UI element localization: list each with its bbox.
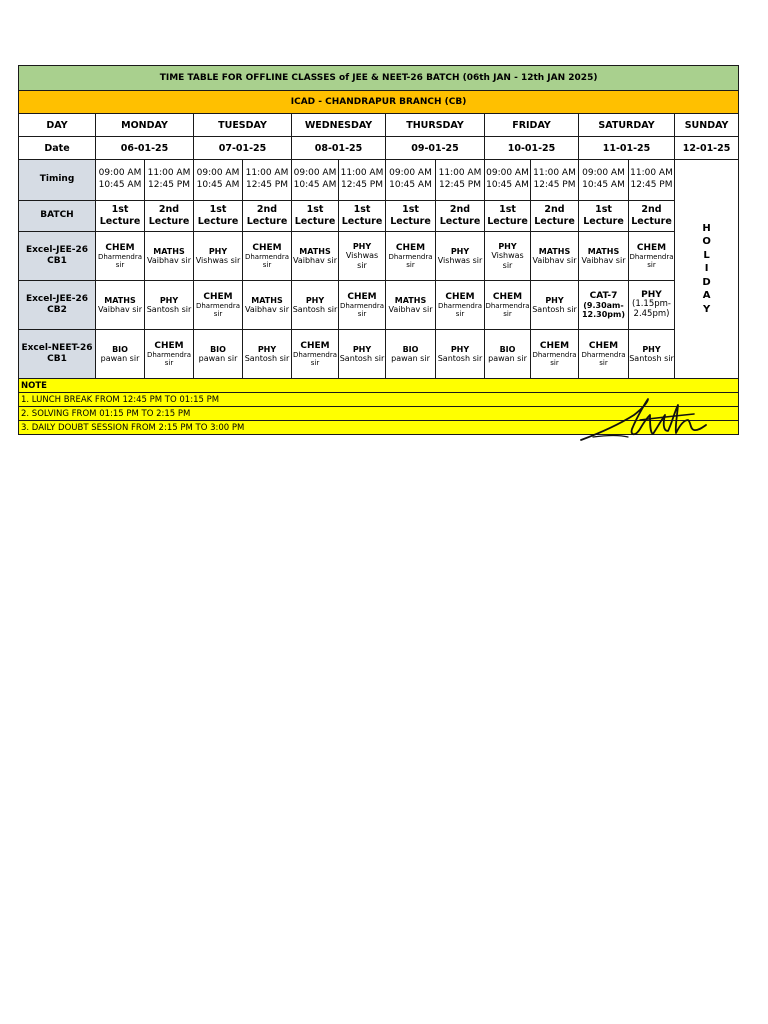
teacher-name: Dharmendra xyxy=(437,302,483,311)
date-label: Date xyxy=(19,137,96,160)
subject-name: CAT-7 xyxy=(589,290,618,301)
class-cell xyxy=(194,281,243,330)
timing-start: 09:00 AM xyxy=(389,168,432,179)
class-cell xyxy=(292,330,339,379)
subject-name: PHY xyxy=(208,246,228,256)
teacher-name: Vaibhav sir xyxy=(293,256,337,265)
subject-name: CHEM xyxy=(636,242,667,253)
teacher-name: Vaibhav sir xyxy=(245,305,289,314)
teacher-name: pawan sir xyxy=(198,354,238,363)
subject-name: PHY xyxy=(642,344,661,354)
day-monday: MONDAY xyxy=(96,114,194,137)
class-cell xyxy=(292,281,339,330)
timing-start: 11:00 AM xyxy=(147,168,191,179)
teacher-name: sir xyxy=(503,310,512,319)
holiday-letter: H xyxy=(702,222,711,234)
lecture-word: Lecture xyxy=(390,216,431,227)
teacher-name: 12.30pm) xyxy=(581,310,626,320)
timing-cell xyxy=(243,160,292,201)
class-cell xyxy=(386,330,436,379)
teacher-name: Vishwas sir xyxy=(195,256,241,265)
timing-end: 12:45 PM xyxy=(630,180,673,190)
class-cell xyxy=(436,232,485,281)
batch-name-line2: CB1 xyxy=(47,256,67,266)
timing-end: 12:45 PM xyxy=(439,180,481,190)
class-cell xyxy=(339,281,386,330)
lecture-cell xyxy=(531,201,579,232)
teacher-name: Dharmendra xyxy=(629,253,674,262)
subject-name: MATHS xyxy=(299,246,331,256)
class-cell xyxy=(339,330,386,379)
lecture-word: Lecture xyxy=(246,216,288,227)
class-cell xyxy=(386,281,436,330)
class-cell xyxy=(243,232,292,281)
lecture-row xyxy=(19,201,739,232)
date-thursday: 09-01-25 xyxy=(386,137,485,160)
batch-label: BATCH xyxy=(19,201,96,232)
class-cell xyxy=(579,330,629,379)
timing-start: 09:00 AM xyxy=(98,168,142,179)
lecture-cell xyxy=(629,201,675,232)
lecture-cell xyxy=(386,201,436,232)
teacher-name: Vishwas xyxy=(345,251,379,261)
class-cell xyxy=(292,232,339,281)
timing-cell xyxy=(436,160,485,201)
timing-end: 12:45 PM xyxy=(341,180,383,190)
teacher-name: Santosh sir xyxy=(532,305,577,314)
teacher-name: sir xyxy=(213,310,223,319)
lecture-cell xyxy=(436,201,485,232)
class-cell xyxy=(96,330,145,379)
batch-row xyxy=(19,281,739,330)
lecture-cell xyxy=(579,201,629,232)
subject-name: MATHS xyxy=(538,246,571,256)
lecture-cell xyxy=(243,201,292,232)
lecture-cell xyxy=(194,201,243,232)
teacher-name: sir xyxy=(599,359,608,368)
class-cell xyxy=(579,281,629,330)
signature xyxy=(578,393,708,445)
timing-end: 10:45 AM xyxy=(389,180,432,190)
subject-name: BIO xyxy=(402,344,419,354)
timing-start: 11:00 AM xyxy=(438,168,482,179)
teacher-name: sir xyxy=(262,261,272,270)
note-heading: NOTE xyxy=(19,379,739,393)
subject-name: CHEM xyxy=(154,340,184,351)
teacher-name: Santosh sir xyxy=(339,354,385,363)
class-cell xyxy=(96,232,145,281)
batch-name xyxy=(19,330,96,379)
timing-start: 11:00 AM xyxy=(245,168,289,179)
teacher-name: (9.30am- xyxy=(583,300,624,310)
timing-start: 09:00 AM xyxy=(582,168,625,179)
subject-name: CHEM xyxy=(492,291,523,302)
timetable-title: TIME TABLE FOR OFFLINE CLASSES of JEE & NEET-26 BATCH (06th JAN - 12th JAN 2025) xyxy=(19,66,739,91)
teacher-name: pawan sir xyxy=(488,354,527,363)
class-cell xyxy=(436,330,485,379)
holiday-letter: Y xyxy=(702,303,711,315)
lecture-word: Lecture xyxy=(197,216,239,227)
timing-cell xyxy=(386,160,436,201)
batch-row xyxy=(19,232,739,281)
note-item-solving: 2. SOLVING FROM 01:15 PM TO 2:15 PM xyxy=(19,407,739,421)
teacher-name: Vaibhav sir xyxy=(98,305,142,314)
subject-name: PHY xyxy=(498,242,517,252)
subject-name: PHY xyxy=(450,344,470,354)
teacher-name: Dharmendra xyxy=(532,351,577,360)
timing-cell xyxy=(629,160,675,201)
timing-start: 11:00 AM xyxy=(533,168,576,179)
teacher-name: Vaibhav sir xyxy=(147,256,191,265)
lecture-cell xyxy=(96,201,145,232)
date-wednesday: 08-01-25 xyxy=(292,137,386,160)
teacher-name: sir xyxy=(310,359,320,368)
day-saturday: SATURDAY xyxy=(579,114,675,137)
lecture-word: Lecture xyxy=(341,216,383,227)
class-cell xyxy=(531,232,579,281)
teacher-name: sir xyxy=(357,310,367,319)
class-cell xyxy=(579,232,629,281)
lecture-number: 1st xyxy=(111,203,129,215)
timing-end: 10:45 AM xyxy=(98,180,142,190)
lecture-cell xyxy=(485,201,531,232)
timetable-sheet xyxy=(18,65,738,435)
lecture-number: 2nd xyxy=(641,203,662,215)
subject-name: BIO xyxy=(499,344,516,354)
teacher-name: pawan sir xyxy=(391,354,430,363)
timing-start: 11:00 AM xyxy=(340,168,384,179)
timing-start: 09:00 AM xyxy=(196,168,240,179)
timing-start: 09:00 AM xyxy=(486,168,529,179)
subject-name: BIO xyxy=(112,344,128,354)
lecture-number: 1st xyxy=(209,203,227,215)
batch-name-line1: Excel-JEE-26 xyxy=(25,244,89,255)
batch-name-line2: CB2 xyxy=(47,305,67,315)
timing-cell xyxy=(145,160,194,201)
class-cell xyxy=(194,330,243,379)
subject-name: CHEM xyxy=(395,242,426,253)
subject-name: MATHS xyxy=(587,246,620,256)
class-cell xyxy=(485,281,531,330)
subject-name: MATHS xyxy=(104,295,136,305)
timing-start: 11:00 AM xyxy=(630,168,673,179)
lecture-number: 1st xyxy=(499,203,516,215)
class-cell xyxy=(386,232,436,281)
lecture-cell xyxy=(292,201,339,232)
holiday-letter: L xyxy=(703,249,710,261)
teacher-name: sir xyxy=(357,260,367,270)
teacher-name: Vishwas xyxy=(491,251,524,261)
class-cell xyxy=(145,281,194,330)
subject-name: MATHS xyxy=(251,295,283,305)
timing-end: 12:45 PM xyxy=(246,180,288,190)
subject-name: CHEM xyxy=(252,242,282,253)
timing-end: 10:45 AM xyxy=(196,180,240,190)
timing-cell xyxy=(96,160,145,201)
lecture-word: Lecture xyxy=(487,216,528,227)
day-sunday: SUNDAY xyxy=(675,114,739,137)
teacher-name: Dharmendra xyxy=(388,253,433,262)
class-cell xyxy=(145,330,194,379)
lecture-cell xyxy=(145,201,194,232)
day-thursday: THURSDAY xyxy=(386,114,485,137)
class-cell xyxy=(96,281,145,330)
lecture-number: 2nd xyxy=(449,203,471,215)
class-cell xyxy=(629,330,675,379)
subject-name: CHEM xyxy=(445,291,475,302)
subject-name: CHEM xyxy=(300,340,330,351)
lecture-number: 1st xyxy=(595,203,612,215)
holiday-letter: I xyxy=(704,263,709,275)
teacher-name: Dharmendra xyxy=(97,253,143,262)
holiday-letter: A xyxy=(702,290,711,302)
lecture-word: Lecture xyxy=(99,216,141,227)
teacher-name: Santosh sir xyxy=(437,354,483,363)
batch-name-line2: CB1 xyxy=(47,354,67,364)
teacher-name: Dharmendra xyxy=(244,253,290,262)
subject-name: PHY xyxy=(545,295,564,305)
branch-name: ICAD - CHANDRAPUR BRANCH (CB) xyxy=(19,91,739,114)
lecture-number: 1st xyxy=(306,203,324,215)
lecture-number: 2nd xyxy=(158,203,180,215)
teacher-name: sir xyxy=(164,359,174,368)
day-wednesday: WEDNESDAY xyxy=(292,114,386,137)
teacher-name: Vishwas sir xyxy=(437,256,483,265)
teacher-name: (1.15pm- xyxy=(632,299,671,310)
day-tuesday: TUESDAY xyxy=(194,114,292,137)
lecture-number: 2nd xyxy=(256,203,278,215)
lecture-number: 2nd xyxy=(544,203,565,215)
subject-name: CHEM xyxy=(203,291,233,302)
subject-name: CHEM xyxy=(347,291,377,302)
teacher-name: Santosh sir xyxy=(292,305,338,314)
subject-name: PHY xyxy=(257,344,277,354)
class-cell xyxy=(436,281,485,330)
timing-cell xyxy=(485,160,531,201)
holiday-cell xyxy=(675,160,739,379)
teacher-name: sir xyxy=(550,359,559,368)
subject-name: PHY xyxy=(352,344,372,354)
subject-name: MATHS xyxy=(153,246,185,256)
holiday-letter: D xyxy=(702,276,711,288)
day-friday: FRIDAY xyxy=(485,114,579,137)
day-header-row xyxy=(19,114,739,137)
teacher-name: Dharmendra xyxy=(485,302,530,311)
date-monday: 06-01-25 xyxy=(96,137,194,160)
teacher-name: Santosh sir xyxy=(146,305,192,314)
class-cell xyxy=(485,330,531,379)
date-tuesday: 07-01-25 xyxy=(194,137,292,160)
teacher-name: sir xyxy=(647,261,656,270)
timing-end: 10:45 AM xyxy=(293,180,337,190)
batch-name-line1: Excel-JEE-26 xyxy=(25,293,89,304)
batch-name-line1: Excel-NEET-26 xyxy=(21,342,93,353)
teacher-name: Santosh sir xyxy=(244,354,290,363)
subject-name: MATHS xyxy=(394,295,427,305)
subject-name: PHY xyxy=(159,295,179,305)
teacher-name: Vaibhav sir xyxy=(581,256,626,265)
subject-name: PHY xyxy=(305,295,325,305)
timing-row xyxy=(19,160,739,201)
timing-cell xyxy=(339,160,386,201)
teacher-name: pawan sir xyxy=(100,354,140,363)
teacher-name: sir xyxy=(115,261,125,270)
timing-end: 10:45 AM xyxy=(582,180,625,190)
timing-end: 12:45 PM xyxy=(533,180,576,190)
class-cell xyxy=(629,281,675,330)
class-cell xyxy=(531,281,579,330)
date-sunday: 12-01-25 xyxy=(675,137,739,160)
holiday-letter: O xyxy=(702,236,711,248)
class-cell xyxy=(485,232,531,281)
timing-cell xyxy=(531,160,579,201)
timetable xyxy=(18,65,739,435)
lecture-number: 1st xyxy=(402,203,419,215)
date-saturday: 11-01-25 xyxy=(579,137,675,160)
day-label: DAY xyxy=(19,114,96,137)
lecture-number: 1st xyxy=(353,203,371,215)
subject-name: PHY xyxy=(352,242,372,252)
teacher-name: Dharmendra xyxy=(339,302,385,311)
class-cell xyxy=(243,281,292,330)
timing-cell xyxy=(579,160,629,201)
teacher-name: Dharmendra xyxy=(195,302,241,311)
timing-cell xyxy=(194,160,243,201)
lecture-cell xyxy=(339,201,386,232)
class-cell xyxy=(194,232,243,281)
batch-name xyxy=(19,232,96,281)
subject-name: CHEM xyxy=(105,242,135,253)
batch-row xyxy=(19,330,739,379)
lecture-word: Lecture xyxy=(294,216,336,227)
class-cell xyxy=(629,232,675,281)
teacher-name: sir xyxy=(406,261,415,270)
class-cell xyxy=(339,232,386,281)
timing-start: 09:00 AM xyxy=(293,168,337,179)
lecture-word: Lecture xyxy=(439,216,481,227)
subject-name: PHY xyxy=(450,246,470,256)
timing-cell xyxy=(292,160,339,201)
note-item-lunch: 1. LUNCH BREAK FROM 12:45 PM TO 01:15 PM xyxy=(19,393,739,407)
lecture-word: Lecture xyxy=(631,216,672,227)
class-cell xyxy=(531,330,579,379)
teacher-name: Santosh sir xyxy=(629,354,674,363)
lecture-word: Lecture xyxy=(148,216,190,227)
teacher-name: Dharmendra xyxy=(146,351,192,360)
date-row xyxy=(19,137,739,160)
teacher-name: Vaibhav sir xyxy=(532,256,577,265)
subject-name: CHEM xyxy=(588,340,619,351)
lecture-word: Lecture xyxy=(583,216,624,227)
date-friday: 10-01-25 xyxy=(485,137,579,160)
subject-name: CHEM xyxy=(539,340,570,351)
class-cell xyxy=(243,330,292,379)
subject-name: BIO xyxy=(210,344,226,354)
teacher-name: Vaibhav sir xyxy=(388,305,433,314)
teacher-name: Dharmendra xyxy=(292,351,338,360)
timing-end: 10:45 AM xyxy=(486,180,529,190)
note-item-doubt: 3. DAILY DOUBT SESSION FROM 2:15 PM TO 3:00 PM xyxy=(19,421,739,435)
teacher-name: sir xyxy=(502,260,513,270)
batch-name xyxy=(19,281,96,330)
teacher-name: sir xyxy=(455,310,465,319)
lecture-word: Lecture xyxy=(534,216,575,227)
teacher-name: Dharmendra xyxy=(581,351,626,360)
teacher-name: 2.45pm) xyxy=(633,309,670,320)
subject-name: PHY xyxy=(641,290,662,301)
timing-end: 12:45 PM xyxy=(148,180,190,190)
class-cell xyxy=(145,232,194,281)
timing-label: Timing xyxy=(19,160,96,201)
